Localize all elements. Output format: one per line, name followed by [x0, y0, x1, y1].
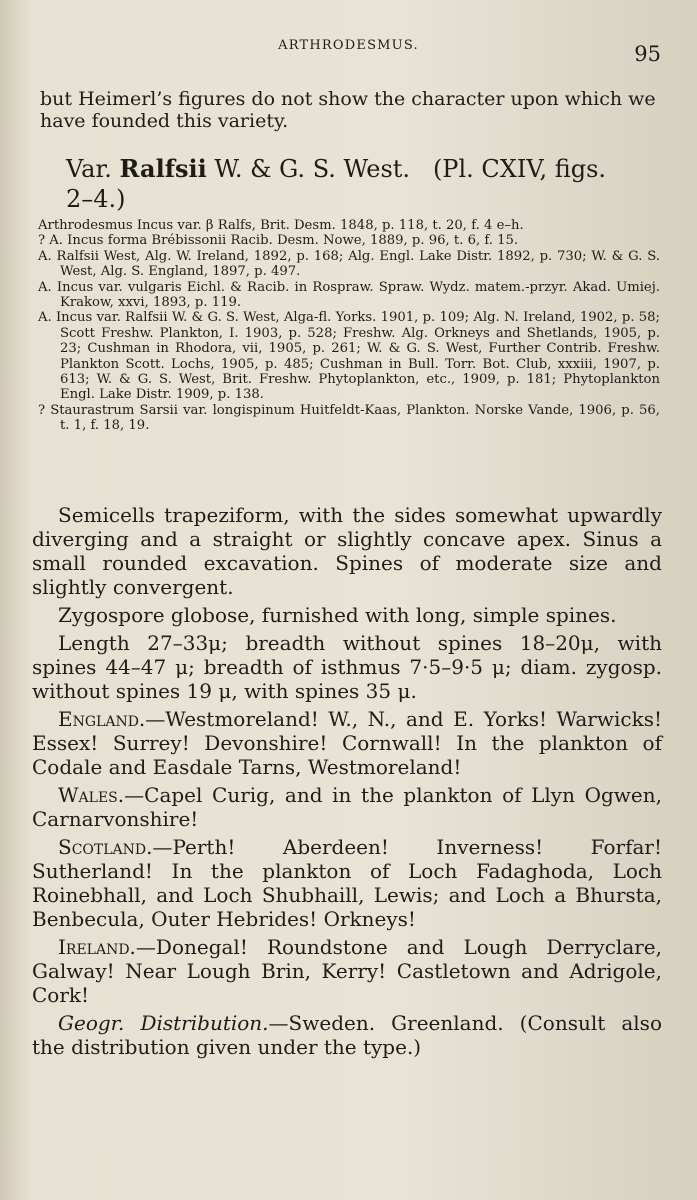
page-header: [0, 34, 697, 64]
zygospore-description: Zygospore globose, furnished with long, simple spines.: [58, 603, 617, 627]
region-label-scotland: Scotland.: [58, 835, 153, 859]
region-text-wales: —Capel Curig, and in the plankton of Llyn Ogwen, Carnarvonshire!: [32, 783, 662, 831]
reference-entry: ? Staurastrum Sarsii var. longispinum Huitfeldt-Kaas, Plankton. Norske Vande, 1906, p. 56, t. 1, f. 18, 19.: [38, 402, 660, 434]
reference-entry: A. Incus var. vulgaris Eichl. & Racib. in Rospraw. Spraw. Wydz. matem.-przyr. Akad. Umiej. Krakow, xxvi, 1893, p. 119.: [38, 279, 660, 311]
variety-prefix: Var.: [66, 155, 120, 183]
plate-reference: (Pl. CXIV, figs. 2–4.): [66, 155, 607, 213]
reference-entry: Arthrodesmus Incus var. β Ralfs, Brit. Desm. 1848, p. 118, t. 20, f. 4 e–h.: [38, 218, 524, 233]
region-label-england: England.: [58, 707, 146, 731]
distribution-ireland: [32, 935, 662, 1007]
region-text-scotland: —Perth! Aberdeen! Inverness! Forfar! Sutherland! In the plankton of Loch Fadaghoda, Loch Roinebhall, and Loch Shubhaill, Lewis; and Loch a Bhursta, Benbecula, Outer Hebrides! Orkneys!: [32, 835, 662, 931]
distribution-scotland: [32, 835, 662, 931]
geogr-distribution-label: Geogr. Distribution.: [58, 1011, 269, 1035]
distribution-wales: [32, 783, 662, 831]
distribution-england: [32, 707, 662, 779]
region-text-ireland: —Donegal! Roundstone and Lough Derryclare, Galway! Near Lough Brin, Kerry! Castletown and Adrigole, Cork!: [32, 935, 662, 1007]
running-title: ARTHRODESMUS.: [278, 38, 419, 53]
variety-name: Ralfsii: [119, 154, 207, 183]
region-label-ireland: Ireland.: [58, 935, 136, 959]
dimensions-description: Length 27–33μ; breadth without spines 18–20μ, with spines 44–47 μ; breadth of isthmus 7·5–9·5 μ; diam. zygosp. without spines 19 μ, with spines 35 μ.: [32, 631, 662, 703]
intro-paragraph: but Heimerl’s figures do not show the character upon which we have founded this variety.: [40, 88, 656, 132]
reference-entry: ? A. Incus forma Brébissonii Racib. Desm. Nowe, 1889, p. 96, t. 6, f. 15.: [38, 233, 519, 249]
region-text-england: —Westmoreland! W., N., and E. Yorks! Warwicks! Essex! Surrey! Devonshire! Cornwall! In the plankton of Codale and Easdale Tarns, Westmoreland!: [32, 707, 662, 779]
synonymy-references: [38, 218, 660, 434]
description-body: [32, 503, 662, 1059]
reference-entry: A. Incus var. Ralfsii W. & G. S. West, Alga-fl. Yorks. 1901, p. 109; Alg. N. Ireland, 1902, p. 58; Scott Freshw. Plankton, I. 1903, p. 528; Freshw. Alg. Orkneys and Shetlands, 1905, p. 23; Cushman in Rhodora, vii, 1905, p. 261; W. & G. S. West, Further Contrib. Freshw. Plankton Scott. Lochs, 1905, p. 485; Cushman in Bull. Torr. Bot. Club, xxxiii, 1907, p. 613; W. & G. S. West, Brit. Freshw. Phytoplankton, etc., 1909, p. 181; Phytoplankton Engl. Lake Distr. 1909, p. 138.: [38, 310, 660, 403]
semicells-description: Semicells trapeziform, with the sides somewhat upwardly diverging and a straight or slightly concave apex. Sinus a small rounded excavation. Spines of moderate size and slightly convergent.: [32, 503, 662, 599]
geogr-distribution-text: —Sweden. Greenland. (Consult also the distribution given under the type.): [32, 1011, 662, 1059]
geographic-distribution: [32, 1011, 662, 1059]
reference-entry: A. Ralfsii West, Alg. W. Ireland, 1892, p. 168; Alg. Engl. Lake Distr. 1892, p. 730; W. & G. S. West, Alg. S. England, 1897, p. 497.: [38, 248, 660, 280]
variety-author: W. & G. S. West.: [206, 155, 411, 183]
page-number: 95: [634, 42, 661, 66]
region-label-wales: Wales.: [58, 783, 125, 807]
variety-heading: [66, 154, 634, 214]
